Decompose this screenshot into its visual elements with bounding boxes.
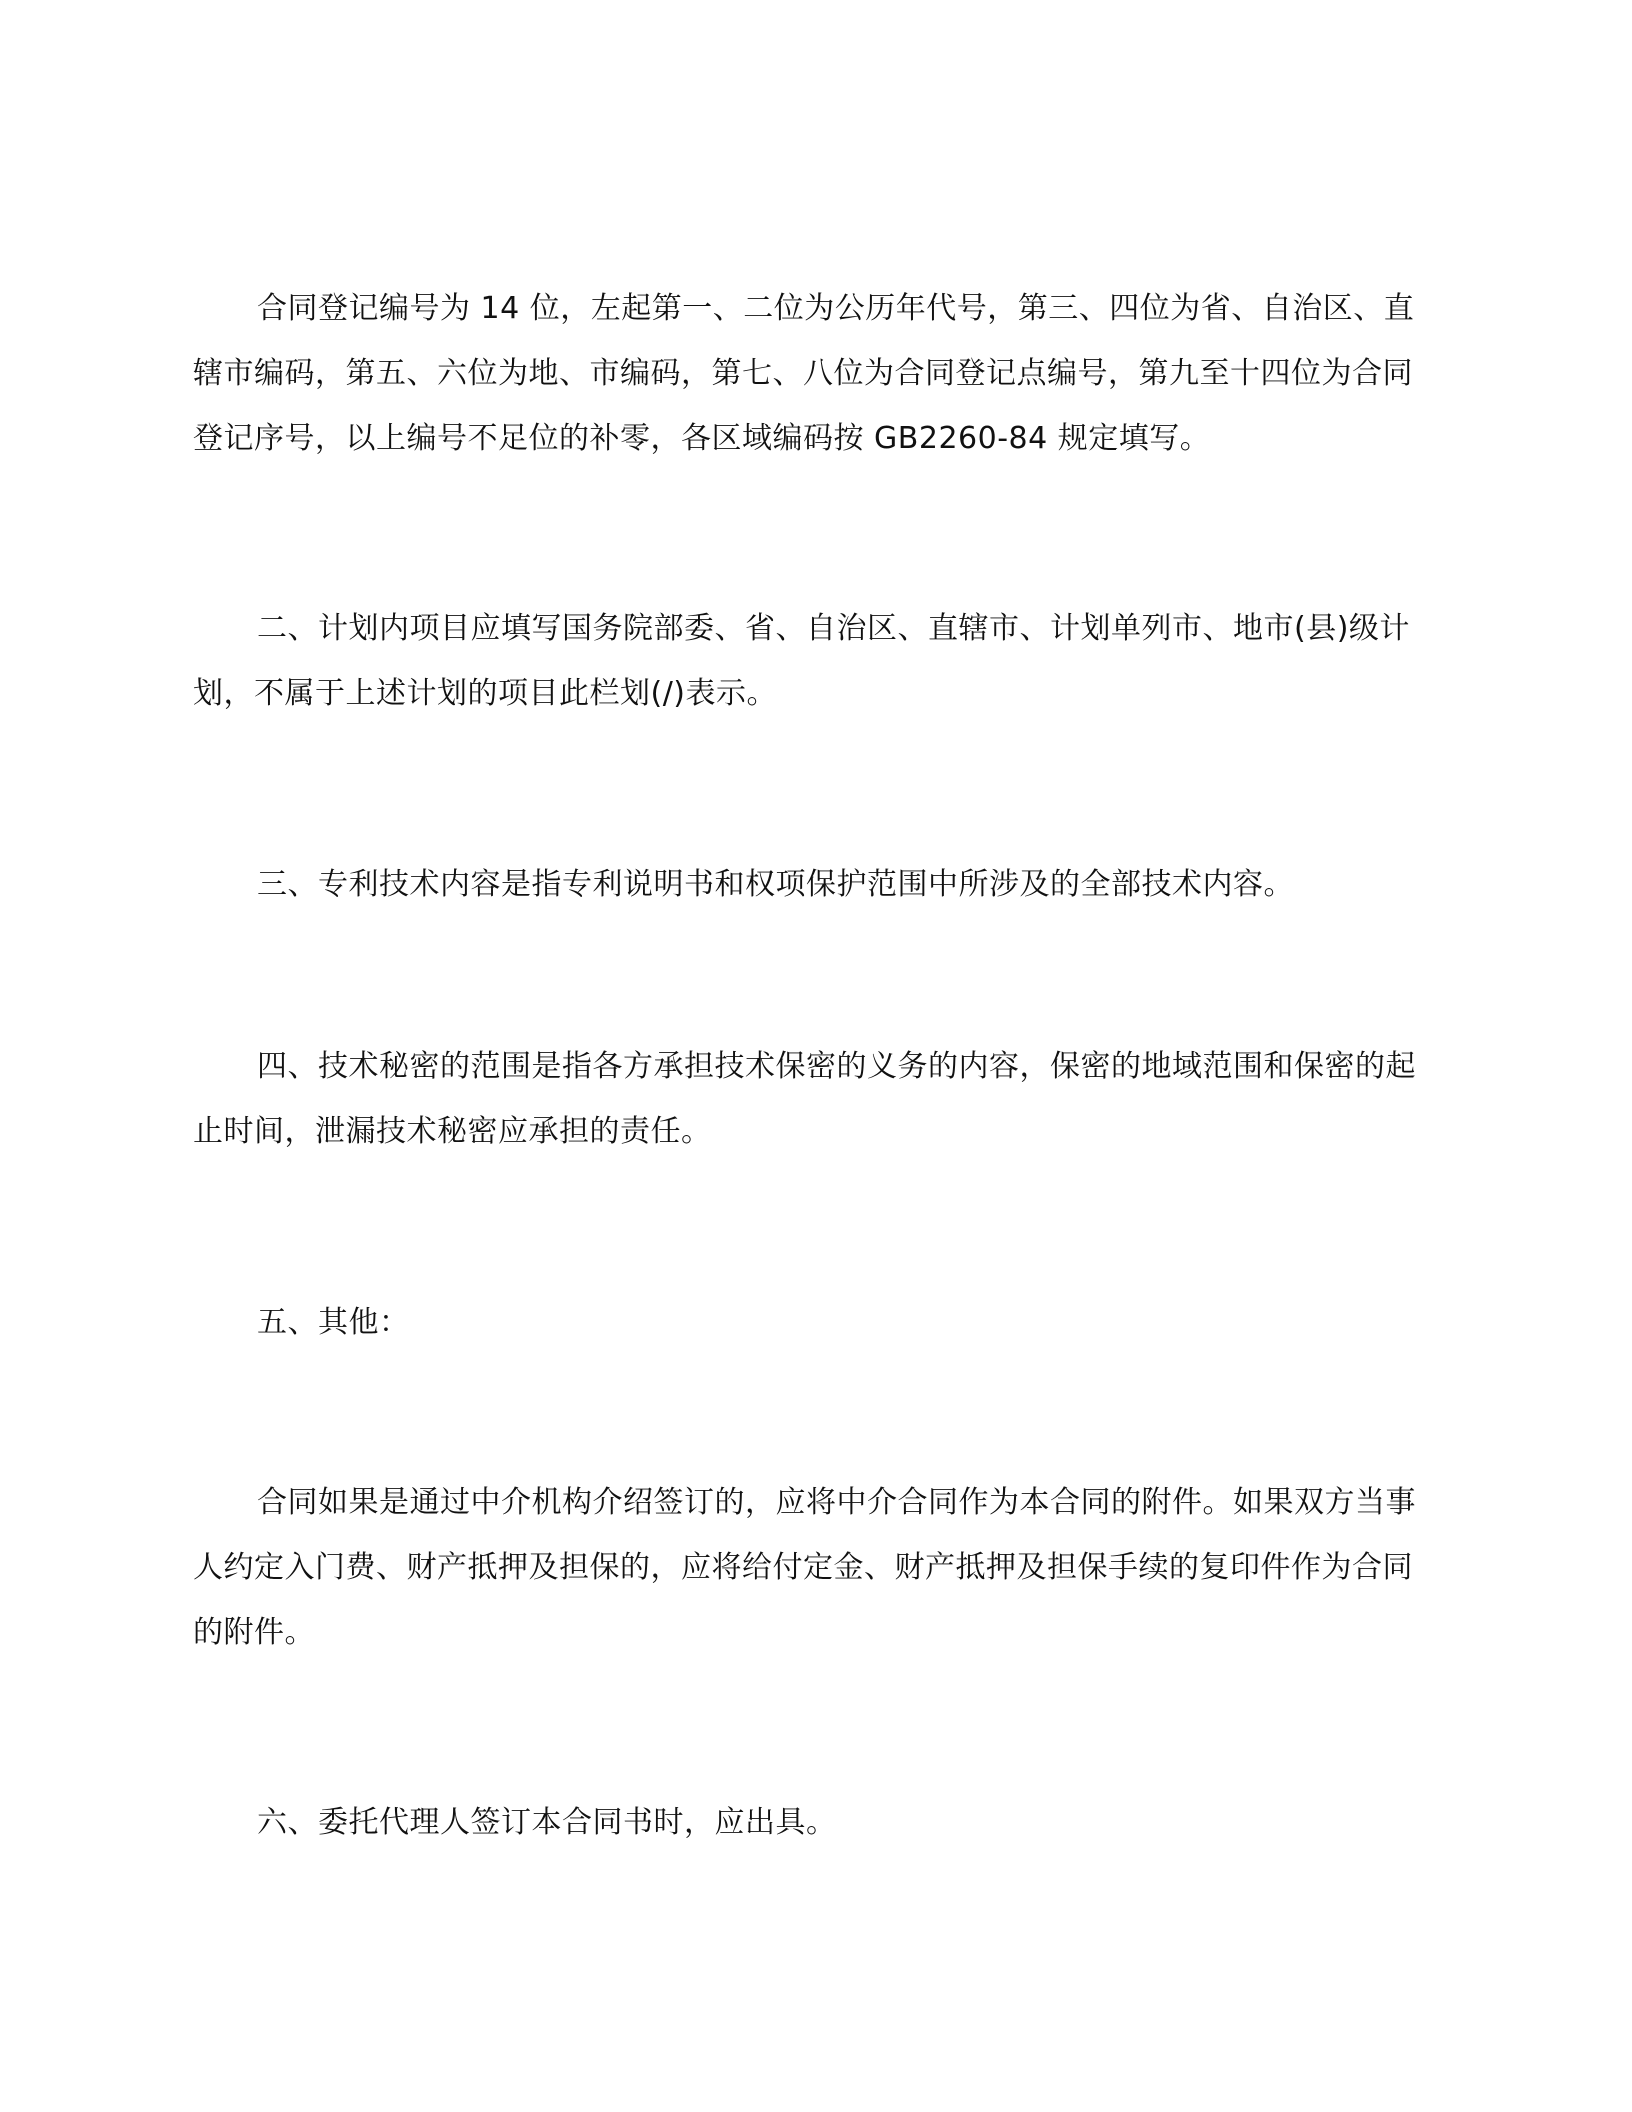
paragraph-section-5-heading: 五、其他： [257, 1305, 410, 1340]
paragraph-section-6-agent: 六、委托代理人签订本合同书时，应出具。 [257, 1805, 837, 1840]
paragraph-section-2-plan-projects: 二、计划内项目应填写国务院部委、省、自治区、直辖市、计划单列市、地市(县)级计划，不属于上述计划的项目此栏划(/)表示。 [193, 611, 1410, 711]
paragraph-intermediary-attachment: 合同如果是通过中介机构介绍签订的，应将中介合同作为本合同的附件。如果双方当事人约定入门费、财产抵押及担保的，应将给付定金、财产抵押及担保手续的复印件作为合同的附件。 [193, 1485, 1416, 1650]
paragraph-section-4-technical-secrets: 四、技术秘密的范围是指各方承担技术保密的义务的内容，保密的地域范围和保密的起止时间，泄漏技术秘密应承担的责任。 [193, 1049, 1416, 1149]
paragraph-registration-number: 合同登记编号为 14 位，左起第一、二位为公历年代号，第三、四位为省、自治区、直辖市编码，第五、六位为地、市编码，第七、八位为合同登记点编号，第九至十四位为合同登记序号，以上编号不足位的补零，各区域编码按 GB2260-84 规定填写。 [193, 291, 1415, 456]
paragraph-section-3-patent-content: 三、专利技术内容是指专利说明书和权项保护范围中所涉及的全部技术内容。 [257, 867, 1294, 902]
